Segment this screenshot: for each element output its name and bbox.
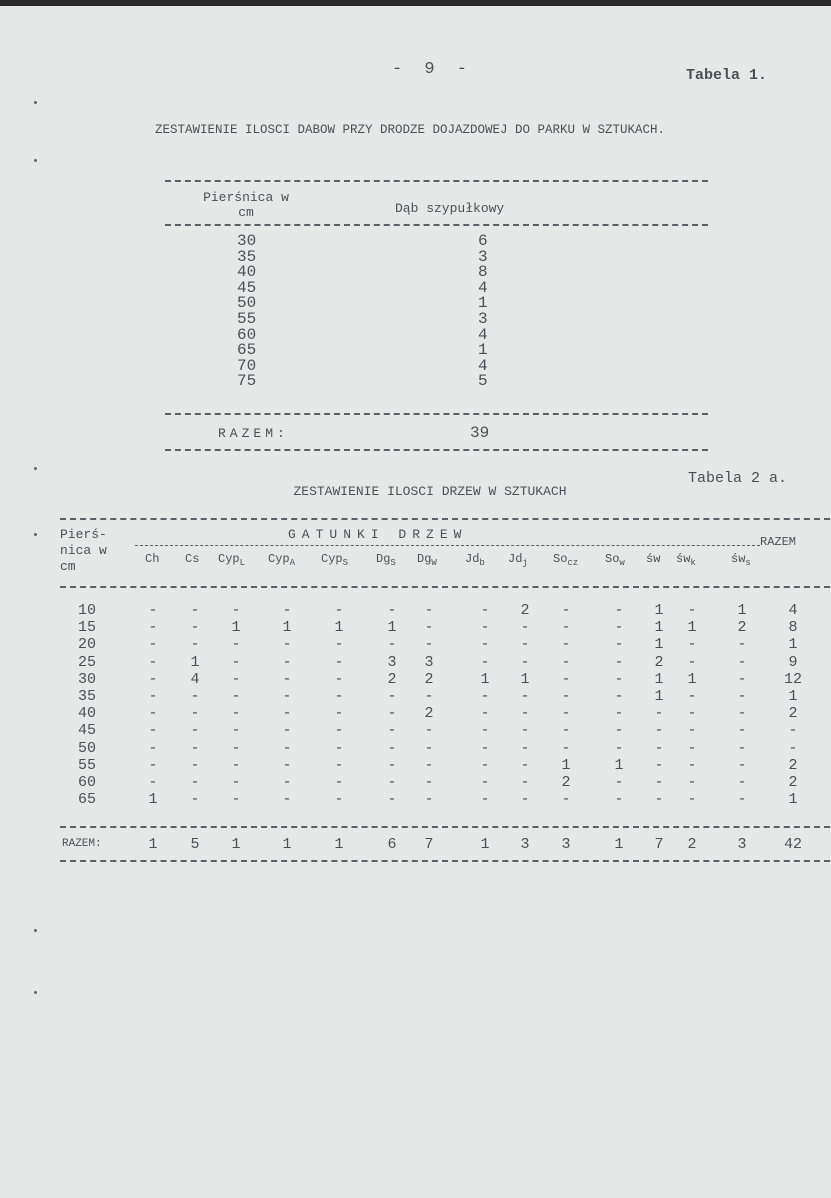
table2-cell: - [148,619,158,637]
table2-row-total: 9 [788,653,798,671]
table2-total-header: RAZEM [760,535,797,549]
table1-dbh-cell: 45 [237,278,257,297]
table2-header-rule [60,586,830,588]
table2-cell: - [737,688,747,705]
table1-dbh-cell: 60 [237,325,257,344]
table1-dbh-cell: 40 [237,263,257,282]
table2-cell: - [231,739,241,757]
table2-cell: - [654,705,664,723]
species-code: Cyp [321,552,343,566]
table2-cell: - [424,739,434,757]
table2-sum-cell: 1 [231,836,241,853]
table2-row-total: - [788,722,798,740]
table2-cell: - [520,722,530,740]
table1-value-cell: 4 [478,356,488,375]
species-code: Jd [465,552,480,566]
table1-top-rule [165,180,708,182]
table2-cell: - [614,602,624,619]
table2-sum-cell: 3 [561,836,571,853]
table2-body-rule [60,826,830,828]
table2-dbh-cell: 45 [78,722,97,740]
table2-cell: - [387,791,397,809]
table2-cell: - [480,653,490,671]
table2-cell: - [190,756,200,774]
table2-row-total: 2 [788,774,798,791]
table2-cell: 1 [231,619,241,637]
table1-dbh-cell: 55 [237,309,257,328]
table2-cell: 2 [424,705,434,723]
table2-cell: - [520,653,530,671]
table2-cell: - [480,636,490,654]
table2-cell: - [654,756,664,774]
table2-cell: 1 [148,791,158,809]
table2-cell: - [334,739,344,757]
table2-cell: - [282,756,292,774]
table1-value-cell: 6 [478,232,488,250]
table2-cell: - [148,705,158,723]
species-code: Cs [185,552,200,566]
table2-cell: - [282,705,292,723]
table2-species-header [465,552,485,568]
species-subscript: S [342,558,349,568]
species-subscript: j [522,558,528,568]
table2-cell: - [148,756,158,774]
table2-sum-cell: 7 [424,836,434,853]
table1-dbh-column [237,234,256,390]
table2-cell: - [654,791,664,809]
table2-sum-cell: 3 [737,836,747,853]
table2-cell: - [687,602,697,619]
margin-dot [34,467,37,470]
table1-dbh-cell: 75 [237,372,257,391]
table2-cell: 2 [520,602,530,619]
table2-cell: - [231,670,241,688]
table2-row-total: 2 [788,756,798,774]
table2-row-total: 1 [788,636,798,654]
table2-cell: - [480,791,490,809]
table2-cell: - [687,739,697,757]
table2-cell: - [282,653,292,671]
table2-cell: - [561,705,571,723]
table2-cell: 2 [424,670,434,688]
table1-bottom-rule [165,449,708,451]
table2-dbh-cell: 25 [78,653,97,671]
table2-cell: - [424,756,434,774]
table2-cell: - [654,722,664,740]
table2-cell: 4 [190,670,200,688]
table2-cell: - [424,636,434,654]
table2-species-header [376,552,396,568]
table2-cell: - [334,688,344,705]
table2-cell: - [387,739,397,757]
table2-cell: - [231,774,241,791]
table2-cell: - [424,722,434,740]
table2-sum-cell: 1 [282,836,292,853]
table2-cell: - [614,619,624,637]
table2-cell: - [561,636,571,654]
margin-dot [34,101,37,104]
table2-cell: - [334,756,344,774]
table2-cell: - [334,705,344,723]
table1-label: Tabela 1. [686,67,768,84]
table1-dbh-cell: 50 [237,294,257,313]
table2-cell: - [561,602,571,619]
table1-value-cell: 4 [478,278,488,297]
table2-cell: - [334,636,344,654]
table1-oak-header: Dąb szypułkowy [395,201,505,216]
table2-cell: - [387,774,397,791]
table2-cell: - [520,636,530,654]
table2-species-header [646,552,660,566]
table1-value-cell: 1 [478,341,488,360]
species-subscript: k [690,558,696,568]
species-code: Cyp [218,552,240,566]
table2-cell: - [190,602,200,619]
table2-cell: - [737,739,747,757]
table2-cell: - [282,739,292,757]
table2-cell: - [614,636,624,654]
table2-cell: - [190,705,200,723]
table2-row-total: 8 [788,619,798,637]
table2-dbh-cell: 20 [78,636,97,654]
table2-cell: - [231,756,241,774]
table2-bottom-rule [60,860,830,862]
species-subscript: cz [567,558,579,568]
table2-cell: - [737,722,747,740]
table2-cell: - [424,774,434,791]
table2-cell: - [334,791,344,809]
table2-cell: - [148,774,158,791]
table2-cell: - [148,722,158,740]
species-subscript: L [239,558,246,568]
table2-cell: - [424,619,434,637]
table1-dbh-cell: 65 [237,341,257,360]
table2-cell: - [231,688,241,705]
table2-cell: 1 [520,670,530,688]
table2-dbh-cell: 50 [78,739,97,757]
table2-species-header [321,552,348,568]
table2-cell: - [282,602,292,619]
table2-cell: 1 [614,756,624,774]
table2-cell: - [190,774,200,791]
table2-species-header [508,552,528,568]
table2-cell: - [614,739,624,757]
table2-cell: - [148,653,158,671]
table2-cell: - [148,670,158,688]
table2-cell: - [282,791,292,809]
table2-cell: - [737,653,747,671]
table2-cell: 1 [561,756,571,774]
table2-cell: - [480,688,490,705]
table2-cell: - [231,791,241,809]
table2-cell: - [480,602,490,619]
species-subscript: S [390,558,396,568]
table2-sum-cell: 1 [614,836,624,853]
table2-species-header [185,552,199,566]
table2-cell: - [737,774,747,791]
margin-dot [34,991,37,994]
species-code: Dg [417,552,432,566]
table2-cell: - [561,688,571,705]
table1-value-column [478,234,488,390]
table2-species-header [553,552,578,568]
species-code: Dg [376,552,391,566]
table2-cell: - [480,722,490,740]
table2-cell: - [387,636,397,654]
table1-dbh-cell: 30 [237,232,257,250]
table2-cell: - [520,619,530,637]
table2-dbh-cell: 10 [78,602,97,619]
species-subscript: s [745,558,751,568]
species-code: św [676,552,691,566]
table2-label: Tabela 2 a. [688,470,788,487]
table2-cell: - [654,739,664,757]
table2-species-header [268,552,295,568]
table2-cell: 1 [654,688,664,705]
table2-cell: - [687,722,697,740]
species-code: So [605,552,620,566]
table2-sum-label: RAZEM: [62,838,102,850]
species-subscript: W [431,558,437,568]
table2-group-rule [135,545,760,546]
table2-row-total: 1 [788,688,798,705]
table2-cell: - [520,705,530,723]
table2-dbh-cell: 15 [78,619,97,637]
table2-cell: - [231,705,241,723]
table2-cell: 3 [424,653,434,671]
table2-cell: - [614,688,624,705]
table2-cell: - [737,791,747,809]
table2-species-group-header: GATUNKI DRZEW [288,527,468,542]
species-code: Ch [145,552,160,566]
table2-dbh-cell: 35 [78,688,97,705]
table2-species-header [417,552,437,568]
species-subscript: A [289,558,296,568]
page-number: - 9 - [392,60,474,79]
table2-cell: - [190,722,200,740]
table2-cell: - [387,688,397,705]
table2-cell: - [387,602,397,619]
table2-cell: - [520,774,530,791]
table2-cell: - [687,791,697,809]
table2-dbh-cell: 30 [78,670,97,688]
table2-grand-total: 42 [783,836,802,853]
table2-cell: - [687,653,697,671]
species-code: św [646,552,661,566]
table2-cell: - [231,636,241,654]
table1-header-rule [165,224,708,226]
table2-cell: 1 [480,670,490,688]
table2-row-total: 2 [788,705,798,723]
table1-value-cell: 3 [478,247,488,266]
table2-cell: - [687,636,697,654]
table2-dbh-header: Pierś- nica w cm [60,527,107,574]
table2-cell: - [282,688,292,705]
table2-sum-cell: 7 [654,836,664,853]
table2-species-header [605,552,625,568]
table2-sum-cell: 1 [148,836,158,853]
table2-cell: - [190,688,200,705]
table2-cell: - [148,602,158,619]
table2-cell: 3 [387,653,397,671]
margin-dot [34,159,37,162]
table1-value-cell: 4 [478,325,488,344]
table1-value-cell: 5 [478,372,488,391]
table2-row-total: 1 [788,791,798,809]
table2-cell: - [282,670,292,688]
table2-cell: - [231,653,241,671]
table2-cell: - [190,619,200,637]
table2-cell: - [614,791,624,809]
species-code: Jd [508,552,523,566]
table2-cell: - [480,739,490,757]
table2-species-header [145,552,159,566]
table2-cell: - [561,653,571,671]
species-subscript: b [479,558,485,568]
table2-cell: - [334,774,344,791]
table2-cell: - [334,653,344,671]
table2-cell: - [480,619,490,637]
table2-sum-cell: 3 [520,836,530,853]
table2-cell: - [480,705,490,723]
table2-cell: 1 [654,619,664,637]
table2-cell: - [424,791,434,809]
table2-cell: - [737,705,747,723]
table2-cell: - [687,705,697,723]
table2-cell: - [737,636,747,654]
table2-cell: - [334,722,344,740]
table2-row-total: 4 [788,602,798,619]
table1-body-rule [165,413,708,415]
table2-cell: - [424,602,434,619]
table2-cell: - [614,670,624,688]
table2-cell: 1 [387,619,397,637]
table2-cell: 1 [334,619,344,637]
table2-cell: 1 [737,602,747,619]
table2-title: ZESTAWIENIE ILOSCI DRZEW W SZTUKACH [293,484,567,499]
table2-cell: 1 [687,619,697,637]
species-code: św [731,552,746,566]
table2-cell: 2 [654,653,664,671]
table2-cell: - [687,774,697,791]
table1-title: ZESTAWIENIE ILOSCI DABOW PRZY DRODZE DOJAZDOWEJ DO PARKU W SZTUKACH. [154,123,666,137]
table2-cell: 1 [687,670,697,688]
table2-cell: 1 [190,653,200,671]
table2-cell: - [282,636,292,654]
table2-cell: - [282,722,292,740]
table2-cell: - [520,739,530,757]
table2-cell: 1 [654,602,664,619]
table2-cell: 1 [282,619,292,637]
table2-sum-cell: 5 [190,836,200,853]
table2-cell: - [190,791,200,809]
table2-cell: - [614,774,624,791]
margin-dot [34,929,37,932]
table2-row-total: - [788,739,798,757]
table2-cell: 2 [561,774,571,791]
scan-top-edge [0,0,831,6]
table2-top-rule [60,518,830,520]
table2-cell: - [561,739,571,757]
table2-cell: - [737,756,747,774]
table2-cell: - [282,774,292,791]
table2-cell: 1 [654,636,664,654]
table2-sum-cell: 6 [387,836,397,853]
table2-sum-cell: 1 [334,836,344,853]
table2-cell: - [231,602,241,619]
table2-species-header [218,552,245,568]
table2-cell: - [480,774,490,791]
species-code: So [553,552,568,566]
table2-species-header [731,552,751,568]
table2-cell: - [561,670,571,688]
table2-cell: - [190,636,200,654]
table2-cell: - [561,791,571,809]
table1-value-cell: 1 [478,294,488,313]
table2-cell: 2 [737,619,747,637]
table2-cell: - [687,688,697,705]
table2-cell: 1 [654,670,664,688]
table2-cell: 2 [387,670,397,688]
table2-cell: - [387,756,397,774]
table2-cell: - [561,722,571,740]
table2-cell: - [687,756,697,774]
table2-dbh-cell: 65 [78,791,97,809]
table1-total-value: 39 [470,424,490,442]
table2-sum-cell: 1 [480,836,490,853]
table2-cell: - [387,705,397,723]
table2-cell: - [480,756,490,774]
table2-dbh-cell: 40 [78,705,97,723]
table2-cell: - [148,688,158,705]
table1-dbh-cell: 35 [237,247,257,266]
table2-row-total: 12 [783,670,802,688]
table2-cell: - [561,619,571,637]
table2-dbh-cell: 60 [78,774,97,791]
margin-dot [34,533,37,536]
table2-sum-cell: 2 [687,836,697,853]
table2-cell: - [520,688,530,705]
table2-cell: - [387,722,397,740]
table2-cell: - [148,636,158,654]
table2-cell: - [614,722,624,740]
table2-cell: - [148,739,158,757]
table1-value-cell: 3 [478,309,488,328]
table2-cell: - [424,688,434,705]
table1-total-label: RAZEM: [218,426,289,441]
table2-cell: - [190,739,200,757]
table2-cell: - [737,670,747,688]
table2-dbh-cell: 55 [78,756,97,774]
table1-dbh-cell: 70 [237,356,257,375]
table2-cell: - [520,791,530,809]
table2-cell: - [614,705,624,723]
table2-cell: - [654,774,664,791]
table2-species-header [676,552,696,568]
table1-value-cell: 8 [478,263,488,282]
table2-cell: - [614,653,624,671]
species-code: Cyp [268,552,290,566]
table2-cell: - [334,602,344,619]
table2-cell: - [520,756,530,774]
table2-cell: - [231,722,241,740]
table2-cell: - [334,670,344,688]
table1-dbh-header: Pierśnica w cm [203,190,289,220]
species-subscript: w [619,558,625,568]
